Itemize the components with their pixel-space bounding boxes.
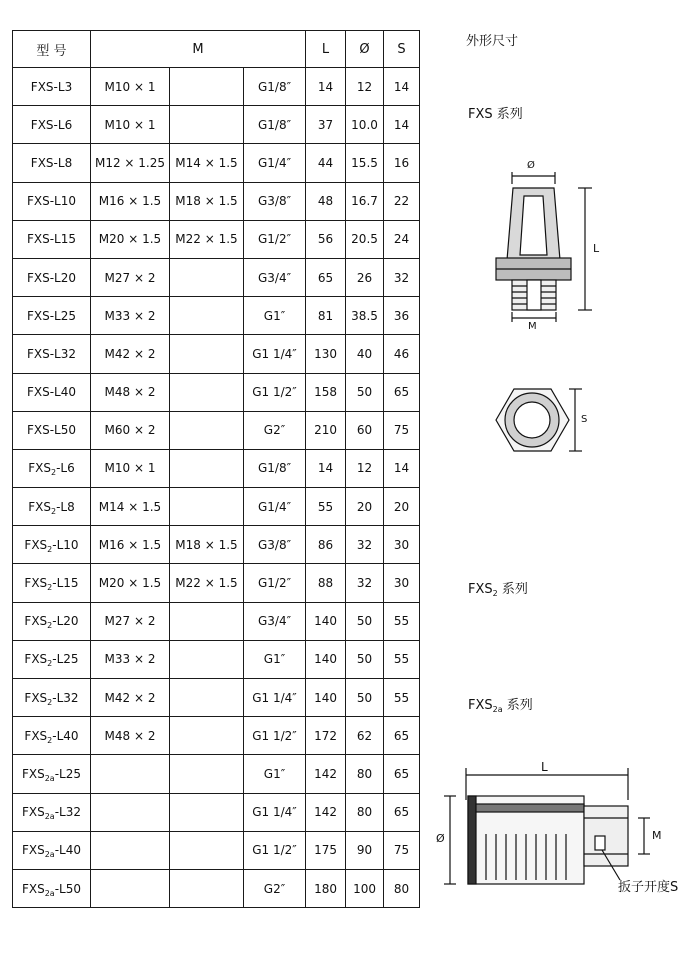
cell-s: 65	[384, 793, 420, 831]
cell-g-thread: G1″	[244, 755, 306, 793]
cell-m-secondary	[170, 488, 244, 526]
cell-s: 14	[384, 106, 420, 144]
cell-diameter: 12	[346, 449, 384, 487]
table-row	[13, 526, 420, 564]
cell-m-secondary	[170, 373, 244, 411]
cell-m-secondary	[170, 335, 244, 373]
cell-model: FXS-L20	[13, 258, 91, 296]
cell-s: 55	[384, 640, 420, 678]
cell-l: 142	[306, 793, 346, 831]
cell-diameter: 100	[346, 869, 384, 907]
table-row	[13, 640, 420, 678]
cell-diameter: 12	[346, 68, 384, 106]
fxs-series-label: FXS 系列	[468, 107, 523, 122]
cell-model: $FXS_2-L32$	[13, 679, 91, 717]
cell-l: 172	[306, 717, 346, 755]
cell-model: $FXS_{2a}-L32$	[13, 793, 91, 831]
cell-s: 46	[384, 335, 420, 373]
cell-m-secondary	[170, 640, 244, 678]
cell-l: 81	[306, 297, 346, 335]
cell-diameter: 80	[346, 755, 384, 793]
cell-model: $FXS_2-L6$	[13, 449, 91, 487]
table-row	[13, 68, 420, 106]
cell-g-thread: G1″	[244, 640, 306, 678]
cell-g-thread: G3/4″	[244, 602, 306, 640]
header-l: L	[306, 31, 346, 68]
cell-g-thread: G1 1/2″	[244, 373, 306, 411]
cell-model: FXS-L32	[13, 335, 91, 373]
cell-m-secondary: M14 × 1.5	[170, 144, 244, 182]
cell-s: 65	[384, 717, 420, 755]
table-row	[13, 755, 420, 793]
fxs-m-label: M	[528, 321, 537, 332]
cell-m-primary: M20 × 1.5	[91, 220, 170, 258]
cell-s: 20	[384, 488, 420, 526]
cell-l: 142	[306, 755, 346, 793]
table-row	[13, 602, 420, 640]
cell-g-thread: G3/8″	[244, 182, 306, 220]
cell-model: $FXS_2-L40$	[13, 717, 91, 755]
cell-g-thread: G1/2″	[244, 564, 306, 602]
table-row	[13, 297, 420, 335]
fxs2a-phi-label: Ø	[436, 832, 445, 845]
table-row	[13, 144, 420, 182]
cell-model: $FXS_2-L10$	[13, 526, 91, 564]
cell-l: 14	[306, 68, 346, 106]
cell-m-secondary	[170, 449, 244, 487]
outline-title: 外形尺寸	[466, 34, 519, 49]
cell-m-secondary	[170, 831, 244, 869]
cell-m-primary: M12 × 1.25	[91, 144, 170, 182]
cell-l: 140	[306, 602, 346, 640]
cell-g-thread: G1/2″	[244, 220, 306, 258]
cell-g-thread: G3/4″	[244, 258, 306, 296]
fxs2a-m-label: M	[652, 829, 662, 842]
cell-m-primary: M33 × 2	[91, 640, 170, 678]
cell-diameter: 50	[346, 679, 384, 717]
cell-m-primary: M27 × 2	[91, 258, 170, 296]
cell-l: 210	[306, 411, 346, 449]
cell-m-primary	[91, 755, 170, 793]
cell-m-secondary	[170, 106, 244, 144]
table-row	[13, 335, 420, 373]
cell-g-thread: G1 1/2″	[244, 717, 306, 755]
cell-diameter: 16.7	[346, 182, 384, 220]
cell-model: $FXS_{2a}-L40$	[13, 831, 91, 869]
cell-s: 55	[384, 679, 420, 717]
cell-s: 32	[384, 258, 420, 296]
cell-l: 65	[306, 258, 346, 296]
cell-model: FXS-L40	[13, 373, 91, 411]
cell-diameter: 50	[346, 602, 384, 640]
cell-m-primary	[91, 831, 170, 869]
cell-m-primary: M16 × 1.5	[91, 182, 170, 220]
cell-m-primary: M16 × 1.5	[91, 526, 170, 564]
cell-l: 37	[306, 106, 346, 144]
cell-l: 14	[306, 449, 346, 487]
header-m: M	[91, 31, 306, 68]
cell-m-primary	[91, 869, 170, 907]
table-row	[13, 488, 420, 526]
cell-model: FXS-L15	[13, 220, 91, 258]
cell-m-primary: M10 × 1	[91, 449, 170, 487]
fxs2a-l-label: L	[541, 760, 548, 774]
cell-m-secondary: M18 × 1.5	[170, 182, 244, 220]
cell-m-secondary	[170, 411, 244, 449]
cell-m-secondary	[170, 717, 244, 755]
cell-g-thread: G1/4″	[244, 144, 306, 182]
spec-table	[12, 30, 420, 908]
cell-m-primary: M60 × 2	[91, 411, 170, 449]
cell-diameter: 20.5	[346, 220, 384, 258]
table-row	[13, 679, 420, 717]
fxs2-series-label: $FXS_2$ 系列	[468, 582, 528, 598]
cell-m-secondary: M18 × 1.5	[170, 526, 244, 564]
cell-g-thread: G1/4″	[244, 488, 306, 526]
cell-model: FXS-L3	[13, 68, 91, 106]
cell-s: 16	[384, 144, 420, 182]
cell-m-secondary	[170, 297, 244, 335]
table-row	[13, 106, 420, 144]
cell-model: $FXS_{2a}-L50$	[13, 869, 91, 907]
cell-diameter: 38.5	[346, 297, 384, 335]
cell-m-primary: M42 × 2	[91, 335, 170, 373]
cell-m-primary: M48 × 2	[91, 717, 170, 755]
cell-model: $FXS_2-L15$	[13, 564, 91, 602]
table-row	[13, 831, 420, 869]
cell-g-thread: G2″	[244, 869, 306, 907]
cell-l: 88	[306, 564, 346, 602]
fxs-s-label: S	[581, 414, 588, 425]
cell-s: 36	[384, 297, 420, 335]
cell-s: 14	[384, 449, 420, 487]
cell-g-thread: G2″	[244, 411, 306, 449]
cell-model: FXS-L10	[13, 182, 91, 220]
cell-g-thread: G1 1/4″	[244, 793, 306, 831]
cell-l: 55	[306, 488, 346, 526]
cell-m-primary: M10 × 1	[91, 106, 170, 144]
cell-l: 140	[306, 679, 346, 717]
cell-model: $FXS_2-L25$	[13, 640, 91, 678]
table-row	[13, 449, 420, 487]
table-row	[13, 869, 420, 907]
cell-s: 65	[384, 755, 420, 793]
table-body	[13, 68, 420, 908]
cell-g-thread: G1/8″	[244, 106, 306, 144]
cell-model: FXS-L50	[13, 411, 91, 449]
cell-m-primary	[91, 793, 170, 831]
wrench-size-label: 扳子开度S	[618, 880, 679, 895]
cell-g-thread: G1/8″	[244, 68, 306, 106]
cell-s: 22	[384, 182, 420, 220]
table-row	[13, 564, 420, 602]
cell-g-thread: G1″	[244, 297, 306, 335]
cell-diameter: 50	[346, 373, 384, 411]
cell-l: 175	[306, 831, 346, 869]
cell-l: 86	[306, 526, 346, 564]
cell-diameter: 32	[346, 564, 384, 602]
table-row	[13, 411, 420, 449]
cell-m-secondary	[170, 679, 244, 717]
cell-l: 56	[306, 220, 346, 258]
cell-model: $FXS_{2a}-L25$	[13, 755, 91, 793]
cell-s: 65	[384, 373, 420, 411]
cell-l: 140	[306, 640, 346, 678]
cell-s: 55	[384, 602, 420, 640]
table-row	[13, 182, 420, 220]
table-header-row	[13, 31, 420, 68]
cell-model: FXS-L6	[13, 106, 91, 144]
cell-m-secondary	[170, 793, 244, 831]
table-row	[13, 258, 420, 296]
cell-g-thread: G1 1/2″	[244, 831, 306, 869]
cell-diameter: 10.0	[346, 106, 384, 144]
cell-diameter: 62	[346, 717, 384, 755]
table-row	[13, 793, 420, 831]
header-model: 型 号	[13, 31, 91, 68]
cell-diameter: 80	[346, 793, 384, 831]
cell-l: 158	[306, 373, 346, 411]
fxs-phi-label: Ø	[527, 160, 535, 171]
cell-s: 24	[384, 220, 420, 258]
cell-m-secondary: M22 × 1.5	[170, 220, 244, 258]
cell-m-secondary	[170, 68, 244, 106]
cell-model: $FXS_2-L8$	[13, 488, 91, 526]
cell-diameter: 90	[346, 831, 384, 869]
cell-diameter: 15.5	[346, 144, 384, 182]
cell-l: 130	[306, 335, 346, 373]
cell-m-primary: M10 × 1	[91, 68, 170, 106]
header-s: S	[384, 31, 420, 68]
cell-diameter: 32	[346, 526, 384, 564]
cell-m-secondary	[170, 258, 244, 296]
cell-s: 14	[384, 68, 420, 106]
cell-diameter: 20	[346, 488, 384, 526]
cell-m-primary: M42 × 2	[91, 679, 170, 717]
cell-g-thread: G1 1/4″	[244, 679, 306, 717]
cell-diameter: 26	[346, 258, 384, 296]
cell-diameter: 50	[346, 640, 384, 678]
cell-diameter: 40	[346, 335, 384, 373]
table-row	[13, 717, 420, 755]
cell-s: 30	[384, 564, 420, 602]
cell-l: 44	[306, 144, 346, 182]
cell-model: FXS-L8	[13, 144, 91, 182]
cell-s: 80	[384, 869, 420, 907]
cell-model: FXS-L25	[13, 297, 91, 335]
cell-m-primary: M48 × 2	[91, 373, 170, 411]
cell-m-secondary	[170, 755, 244, 793]
fxs-l-label: L	[593, 242, 600, 255]
cell-m-primary: M27 × 2	[91, 602, 170, 640]
cell-s: 30	[384, 526, 420, 564]
cell-m-primary: M33 × 2	[91, 297, 170, 335]
header-diameter: Ø	[346, 31, 384, 68]
cell-m-secondary	[170, 869, 244, 907]
cell-m-primary: M14 × 1.5	[91, 488, 170, 526]
cell-m-secondary	[170, 602, 244, 640]
cell-l: 48	[306, 182, 346, 220]
cell-m-secondary: M22 × 1.5	[170, 564, 244, 602]
cell-g-thread: G1 1/4″	[244, 335, 306, 373]
cell-s: 75	[384, 831, 420, 869]
cell-m-primary: M20 × 1.5	[91, 564, 170, 602]
cell-g-thread: G3/8″	[244, 526, 306, 564]
cell-g-thread: G1/8″	[244, 449, 306, 487]
fxs2a-series-label: $FXS_{2a}$ 系列	[468, 698, 533, 714]
table-row	[13, 373, 420, 411]
cell-l: 180	[306, 869, 346, 907]
table-row	[13, 220, 420, 258]
cell-diameter: 60	[346, 411, 384, 449]
cell-model: $FXS_2-L20$	[13, 602, 91, 640]
cell-s: 75	[384, 411, 420, 449]
